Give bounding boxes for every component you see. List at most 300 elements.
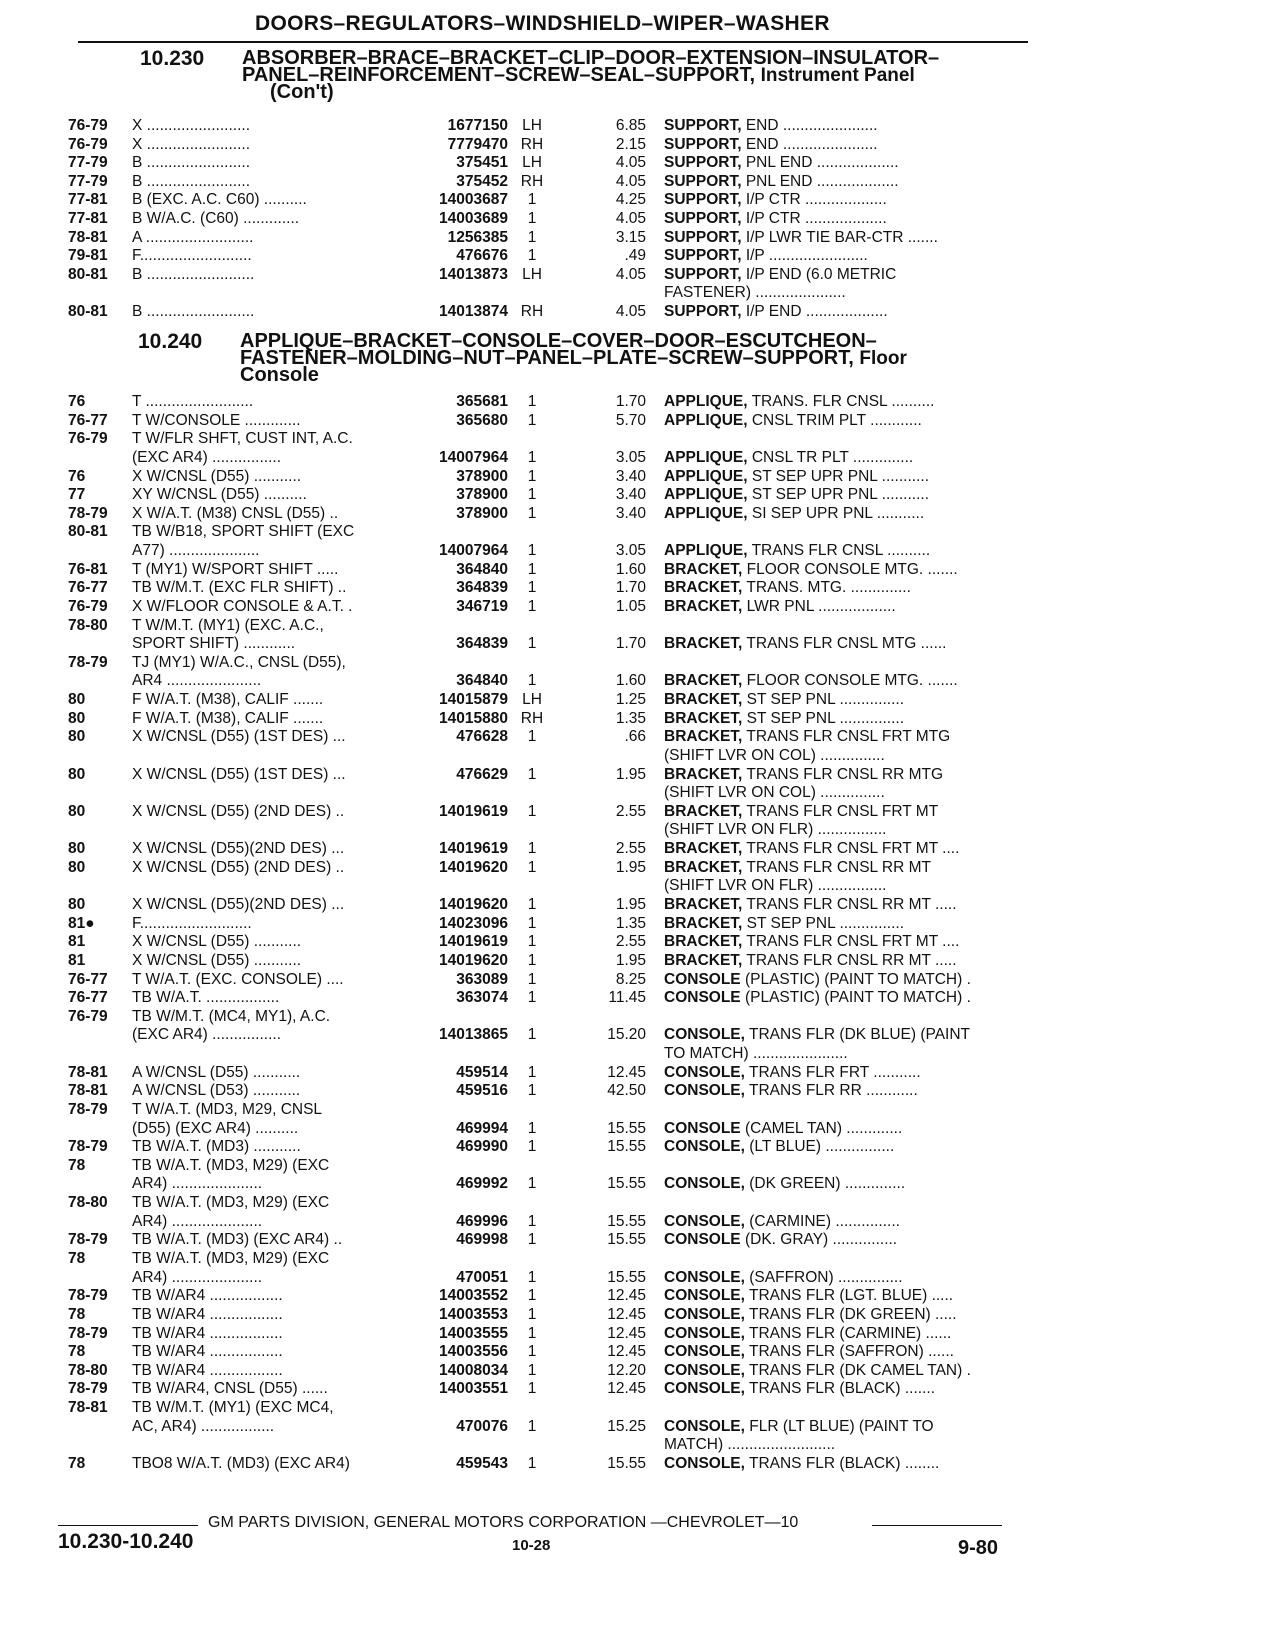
- quantity: LH: [522, 266, 542, 283]
- year-range: 80: [68, 766, 86, 783]
- part-number: 476629: [456, 766, 508, 783]
- part-description: [664, 859, 1029, 877]
- part-number: 14019620: [439, 896, 508, 913]
- part-detail: TRANS FLR CNSL RR MT .....: [742, 896, 957, 913]
- quantity: LH: [522, 117, 542, 134]
- year-range: 78-80: [68, 1362, 108, 1379]
- page-header: DOORS–REGULATORS–WINDSHIELD–WIPER–WASHER: [255, 12, 830, 35]
- price: 4.05: [615, 266, 646, 283]
- part-name: APPLIQUE,: [664, 393, 748, 410]
- quantity: 1: [527, 1231, 537, 1248]
- part-description: [664, 747, 1029, 765]
- quantity: 1: [527, 1362, 537, 1379]
- part-name: BRACKET,: [664, 710, 743, 727]
- part-number: 469994: [456, 1120, 508, 1137]
- part-description: [664, 173, 1029, 191]
- year-range: 80: [68, 728, 86, 745]
- part-name: APPLIQUE,: [664, 486, 748, 503]
- part-description: [664, 136, 1029, 154]
- part-detail: MATCH) .........................: [664, 1436, 836, 1453]
- price: 3.05: [615, 449, 646, 466]
- year-range: 78-81: [68, 1082, 108, 1099]
- part-detail: I/P LWR TIE BAR-CTR .......: [741, 229, 938, 246]
- quantity: 1: [527, 1138, 537, 1155]
- quantity: 1: [527, 989, 537, 1006]
- table-row: [0, 896, 1280, 914]
- part-name: APPLIQUE,: [664, 449, 748, 466]
- section-title-line: Console: [240, 364, 319, 386]
- quantity: 1: [527, 952, 537, 969]
- footer-page-number: 10-28: [512, 1537, 551, 1554]
- quantity: 1: [527, 1120, 537, 1137]
- price: 2.55: [615, 803, 646, 820]
- model-applicability: X W/CNSL (D55) ...........: [132, 468, 302, 485]
- year-range: 78-81: [68, 1064, 108, 1081]
- part-number: 1256385: [447, 229, 508, 246]
- part-number: 476676: [456, 247, 508, 264]
- part-detail: TRANS FLR (CARMINE) ......: [744, 1325, 952, 1342]
- year-range: 78: [68, 1157, 86, 1174]
- price: 4.05: [615, 303, 646, 320]
- part-description: [664, 247, 1029, 265]
- part-description: [664, 1455, 1029, 1473]
- part-description: [664, 449, 1029, 467]
- part-description: [664, 1287, 1029, 1305]
- part-number: 378900: [456, 468, 508, 485]
- part-detail: PNL END ...................: [741, 154, 899, 171]
- table-row: [0, 598, 1280, 616]
- part-detail: (SHIFT LVR ON COL) ...............: [664, 784, 885, 801]
- part-name: CONSOLE,: [664, 1287, 745, 1304]
- part-number: 469996: [456, 1213, 508, 1230]
- table-row: [0, 247, 1280, 265]
- part-name: BRACKET,: [664, 859, 743, 876]
- year-range: 78-79: [68, 654, 108, 671]
- part-name: CONSOLE,: [664, 1380, 745, 1397]
- footer-rule-right: [872, 1525, 1002, 1526]
- quantity: 1: [527, 1325, 537, 1342]
- table-row: [0, 449, 1280, 467]
- table-row: [0, 173, 1280, 191]
- part-name: APPLIQUE,: [664, 542, 748, 559]
- table-row: [0, 1269, 1280, 1287]
- quantity: 1: [527, 468, 537, 485]
- table-row: [0, 654, 1280, 672]
- price: 1.95: [615, 952, 646, 969]
- part-detail: TRANS FLR (DK BLUE) (PAINT: [744, 1026, 971, 1043]
- table-row: [0, 1231, 1280, 1249]
- part-detail: CNSL TRIM PLT ............: [747, 412, 922, 429]
- price: 1.35: [615, 915, 646, 932]
- table-row: [0, 915, 1280, 933]
- model-applicability: TB W/M.T. (EXC FLR SHIFT) ..: [132, 579, 347, 596]
- quantity: 1: [527, 1082, 537, 1099]
- table-row: [0, 1157, 1280, 1175]
- year-range: 80: [68, 896, 86, 913]
- part-detail: TRANS FLR FRT ...........: [744, 1064, 921, 1081]
- table-row: [0, 877, 1280, 895]
- part-name: SUPPORT,: [664, 266, 742, 283]
- price: 1.70: [615, 579, 646, 596]
- model-applicability: AR4 ......................: [132, 672, 262, 689]
- model-applicability: TB W/AR4 .................: [132, 1343, 283, 1360]
- part-description: [664, 393, 1029, 411]
- quantity: 1: [527, 1175, 537, 1192]
- year-range: 77-81: [68, 210, 108, 227]
- year-range: 78: [68, 1250, 86, 1267]
- part-number: 14003552: [439, 1287, 508, 1304]
- part-detail: I/P CTR ...................: [741, 210, 887, 227]
- year-range: 81●: [68, 915, 95, 932]
- year-range: 78-79: [68, 1325, 108, 1342]
- section-title-line: (Con't): [270, 81, 334, 103]
- part-number: 469990: [456, 1138, 508, 1155]
- table-row: [0, 1120, 1280, 1138]
- part-detail: ST SEP UPR PNL ...........: [747, 486, 930, 503]
- part-name: BRACKET,: [664, 896, 743, 913]
- part-description: [664, 1175, 1029, 1193]
- year-range: 76-79: [68, 136, 108, 153]
- part-description: [664, 896, 1029, 914]
- part-number: 14015880: [439, 710, 508, 727]
- part-detail: TRANS FLR CNSL RR MT: [742, 859, 931, 876]
- part-detail: TRANS FLR CNSL FRT MT ....: [742, 933, 960, 950]
- section-title-text: PANEL–REINFORCEMENT–SCREW–SEAL–SUPPORT,: [242, 64, 756, 86]
- part-name: BRACKET,: [664, 840, 743, 857]
- section-title: [242, 47, 940, 103]
- model-applicability: (D55) (EXC AR4) ..........: [132, 1120, 299, 1137]
- year-range: 78-81: [68, 229, 108, 246]
- price: 4.25: [615, 191, 646, 208]
- part-number: 365681: [456, 393, 508, 410]
- part-number: 364839: [456, 635, 508, 652]
- part-detail: CNSL TR PLT ..............: [747, 449, 914, 466]
- model-applicability: TB W/B18, SPORT SHIFT (EXC: [132, 523, 355, 540]
- part-detail: TRANS FLR (BLACK) ........: [744, 1455, 940, 1472]
- part-description: [664, 1306, 1029, 1324]
- table-row: [0, 1175, 1280, 1193]
- model-applicability: F W/A.T. (M38), CALIF .......: [132, 691, 324, 708]
- year-range: 78-80: [68, 617, 108, 634]
- model-applicability: B ........................: [132, 173, 250, 190]
- table-row: [0, 933, 1280, 951]
- part-description: [664, 989, 1029, 1007]
- part-name: SUPPORT,: [664, 117, 742, 134]
- year-range: 76-79: [68, 598, 108, 615]
- section-title-text: FASTENER–MOLDING–NUT–PANEL–PLATE–SCREW–SUPPORT,: [240, 347, 854, 369]
- model-applicability: AR4) .....................: [132, 1213, 263, 1230]
- part-description: [664, 1213, 1029, 1231]
- table-row: [0, 393, 1280, 411]
- price: 1.25: [615, 691, 646, 708]
- quantity: 1: [527, 915, 537, 932]
- model-applicability: X ........................: [132, 117, 250, 134]
- table-row: [0, 154, 1280, 172]
- part-description: [664, 728, 1029, 746]
- model-applicability: T W/FLR SHFT, CUST INT, A.C.: [132, 430, 353, 447]
- model-applicability: T W/A.T. (EXC. CONSOLE) ....: [132, 971, 344, 988]
- model-applicability: A77) .....................: [132, 542, 260, 559]
- year-range: 80-81: [68, 523, 108, 540]
- part-description: [664, 1064, 1029, 1082]
- year-range: 81: [68, 952, 86, 969]
- year-range: 77-79: [68, 154, 108, 171]
- part-detail: TRANS FLR CNSL FRT MT ....: [742, 840, 960, 857]
- part-detail: FASTENER) .....................: [664, 284, 846, 301]
- part-detail: TRANS. MTG. ..............: [742, 579, 911, 596]
- model-applicability: X W/CNSL (D55) ...........: [132, 952, 302, 969]
- year-range: 77-79: [68, 173, 108, 190]
- part-name: BRACKET,: [664, 766, 743, 783]
- section-title-tail: Instrument Panel: [760, 65, 915, 86]
- quantity: 1: [527, 1287, 537, 1304]
- part-number: 14015879: [439, 691, 508, 708]
- price: 1.60: [615, 561, 646, 578]
- part-name: APPLIQUE,: [664, 412, 748, 429]
- part-description: [664, 542, 1029, 560]
- model-applicability: TB W/M.T. (MC4, MY1), A.C.: [132, 1008, 331, 1025]
- table-row: [0, 1455, 1280, 1473]
- quantity: LH: [522, 154, 542, 171]
- part-number: 14007964: [439, 542, 508, 559]
- model-applicability: X W/CNSL (D55) (2ND DES) ..: [132, 859, 345, 876]
- price: 42.50: [607, 1082, 646, 1099]
- price: 15.25: [607, 1418, 646, 1435]
- part-name: BRACKET,: [664, 803, 743, 820]
- part-detail: (SHIFT LVR ON FLR) ................: [664, 877, 887, 894]
- part-number: 14023096: [439, 915, 508, 932]
- part-name: CONSOLE,: [664, 1418, 745, 1435]
- part-detail: TRANS FLR (BLACK) .......: [744, 1380, 936, 1397]
- part-name: BRACKET,: [664, 579, 743, 596]
- price: 3.05: [615, 542, 646, 559]
- price: 15.55: [607, 1120, 646, 1137]
- table-row: [0, 728, 1280, 746]
- year-range: 80: [68, 859, 86, 876]
- table-row: [0, 1362, 1280, 1380]
- part-detail: TRANS FLR CNSL RR MT .....: [742, 952, 957, 969]
- quantity: 1: [527, 505, 537, 522]
- part-number: 14003689: [439, 210, 508, 227]
- table-row: [0, 1436, 1280, 1454]
- table-row: [0, 617, 1280, 635]
- part-detail: (SAFFRON) ...............: [744, 1269, 903, 1286]
- part-description: [664, 1231, 1029, 1249]
- quantity: 1: [527, 1269, 537, 1286]
- part-detail: (PLASTIC) (PAINT TO MATCH) .: [740, 971, 971, 988]
- year-range: 79-81: [68, 247, 108, 264]
- part-description: [664, 877, 1029, 895]
- part-detail: FLR (LT BLUE) (PAINT TO: [744, 1418, 934, 1435]
- model-applicability: TJ (MY1) W/A.C., CNSL (D55),: [132, 654, 346, 671]
- part-name: BRACKET,: [664, 635, 743, 652]
- table-row: [0, 412, 1280, 430]
- year-range: 76-79: [68, 430, 108, 447]
- table-row: [0, 284, 1280, 302]
- quantity: 1: [527, 412, 537, 429]
- table-row: [0, 210, 1280, 228]
- year-range: 81: [68, 933, 86, 950]
- part-detail: TRANS FLR (LGT. BLUE) .....: [744, 1287, 954, 1304]
- model-applicability: T (MY1) W/SPORT SHIFT .....: [132, 561, 339, 578]
- quantity: 1: [527, 486, 537, 503]
- part-number: 378900: [456, 505, 508, 522]
- table-row: [0, 486, 1280, 504]
- quantity: 1: [527, 859, 537, 876]
- part-number: 14013865: [439, 1026, 508, 1043]
- part-description: [664, 952, 1029, 970]
- model-applicability: B (EXC. A.C. C60) ..........: [132, 191, 307, 208]
- part-detail: (DK GREEN) ..............: [744, 1175, 906, 1192]
- part-name: CONSOLE,: [664, 1343, 745, 1360]
- part-name: CONSOLE,: [664, 1269, 745, 1286]
- quantity: 1: [527, 933, 537, 950]
- part-description: [664, 229, 1029, 247]
- table-row: [0, 468, 1280, 486]
- part-number: 14003555: [439, 1325, 508, 1342]
- part-description: [664, 766, 1029, 784]
- price: .66: [624, 728, 646, 745]
- price: 5.70: [615, 412, 646, 429]
- table-row: [0, 430, 1280, 448]
- table-row: [0, 672, 1280, 690]
- footer-section-code: 10.230-10.240: [58, 1530, 194, 1553]
- part-detail: I/P END (6.0 METRIC: [741, 266, 897, 283]
- part-number: 346719: [456, 598, 508, 615]
- part-description: [664, 784, 1029, 802]
- part-description: [664, 691, 1029, 709]
- price: 12.45: [607, 1306, 646, 1323]
- part-name: CONSOLE,: [664, 1064, 745, 1081]
- part-description: [664, 1120, 1029, 1138]
- part-number: 470051: [456, 1269, 508, 1286]
- part-number: 375451: [456, 154, 508, 171]
- part-number: 14003556: [439, 1343, 508, 1360]
- year-range: 77-81: [68, 191, 108, 208]
- table-row: [0, 989, 1280, 1007]
- price: 15.55: [607, 1269, 646, 1286]
- table-row: [0, 710, 1280, 728]
- year-range: 78-79: [68, 1138, 108, 1155]
- part-name: SUPPORT,: [664, 136, 742, 153]
- model-applicability: AC, AR4) .................: [132, 1418, 275, 1435]
- price: 4.05: [615, 173, 646, 190]
- part-name: CONSOLE: [664, 971, 741, 988]
- part-name: BRACKET,: [664, 933, 743, 950]
- part-number: 363074: [456, 989, 508, 1006]
- part-number: 375452: [456, 173, 508, 190]
- quantity: 1: [527, 247, 537, 264]
- table-row: [0, 191, 1280, 209]
- part-name: SUPPORT,: [664, 247, 742, 264]
- table-row: [0, 1250, 1280, 1268]
- table-row: [0, 505, 1280, 523]
- part-description: [664, 505, 1029, 523]
- model-applicability: TB W/AR4 .................: [132, 1325, 283, 1342]
- table-row: [0, 821, 1280, 839]
- price: 15.20: [607, 1026, 646, 1043]
- part-description: [664, 486, 1029, 504]
- footer-publisher: GM PARTS DIVISION, GENERAL MOTORS CORPORATION —CHEVROLET—10: [208, 1514, 799, 1531]
- price: 15.55: [607, 1213, 646, 1230]
- part-number: 14013874: [439, 303, 508, 320]
- footer-date: 9-80: [958, 1537, 999, 1559]
- part-detail: TRANS FLR CNSL MTG ......: [742, 635, 947, 652]
- part-description: [664, 598, 1029, 616]
- part-detail: (PLASTIC) (PAINT TO MATCH) .: [740, 989, 971, 1006]
- part-number: 364840: [456, 561, 508, 578]
- part-name: CONSOLE,: [664, 1026, 745, 1043]
- part-number: 14007964: [439, 449, 508, 466]
- part-name: BRACKET,: [664, 915, 743, 932]
- part-number: 365680: [456, 412, 508, 429]
- table-row: [0, 266, 1280, 284]
- part-description: [664, 1138, 1029, 1156]
- model-applicability: X W/CNSL (D55)(2ND DES) ...: [132, 840, 345, 857]
- model-applicability: T .........................: [132, 393, 254, 410]
- model-applicability: F..........................: [132, 247, 252, 264]
- price: 1.60: [615, 672, 646, 689]
- model-applicability: TB W/A.T. (MD3, M29) (EXC: [132, 1157, 330, 1174]
- model-applicability: TB W/A.T. (MD3) ...........: [132, 1138, 301, 1155]
- table-row: [0, 1026, 1280, 1044]
- quantity: 1: [527, 971, 537, 988]
- price: 2.55: [615, 933, 646, 950]
- model-applicability: TB W/A.T. (MD3) (EXC AR4) ..: [132, 1231, 343, 1248]
- model-applicability: TB W/A.T. .................: [132, 989, 280, 1006]
- quantity: 1: [527, 1064, 537, 1081]
- part-number: 14008034: [439, 1362, 508, 1379]
- part-description: [664, 191, 1029, 209]
- quantity: RH: [520, 173, 544, 190]
- part-detail: TRANS FLR CNSL ..........: [747, 542, 931, 559]
- part-description: [664, 284, 1029, 302]
- table-row: [0, 579, 1280, 597]
- part-detail: TRANS FLR CNSL FRT MT: [742, 803, 939, 820]
- part-detail: (LT BLUE) ................: [744, 1138, 895, 1155]
- part-name: CONSOLE,: [664, 1325, 745, 1342]
- quantity: 1: [527, 393, 537, 410]
- model-applicability: X W/CNSL (D55) (1ST DES) ...: [132, 728, 346, 745]
- part-description: [664, 1026, 1029, 1044]
- part-description: [664, 154, 1029, 172]
- part-name: CONSOLE: [664, 1231, 741, 1248]
- quantity: LH: [522, 691, 542, 708]
- part-detail: I/P .......................: [741, 247, 868, 264]
- quantity: RH: [520, 136, 544, 153]
- price: 15.55: [607, 1138, 646, 1155]
- part-name: APPLIQUE,: [664, 468, 748, 485]
- part-detail: ST SEP UPR PNL ...........: [747, 468, 930, 485]
- quantity: 1: [527, 579, 537, 596]
- table-row: [0, 635, 1280, 653]
- model-applicability: AR4) .....................: [132, 1269, 263, 1286]
- quantity: 1: [527, 672, 537, 689]
- model-applicability: TB W/AR4 .................: [132, 1306, 283, 1323]
- price: 12.45: [607, 1343, 646, 1360]
- part-name: CONSOLE,: [664, 1213, 745, 1230]
- section-title-line: [240, 347, 907, 369]
- part-description: [664, 561, 1029, 579]
- part-description: [664, 1362, 1029, 1380]
- quantity: 1: [527, 229, 537, 246]
- quantity: 1: [527, 598, 537, 615]
- part-name: SUPPORT,: [664, 173, 742, 190]
- part-description: [664, 579, 1029, 597]
- year-range: 80-81: [68, 303, 108, 320]
- year-range: 80: [68, 710, 86, 727]
- model-applicability: X W/FLOOR CONSOLE & A.T. .: [132, 598, 353, 615]
